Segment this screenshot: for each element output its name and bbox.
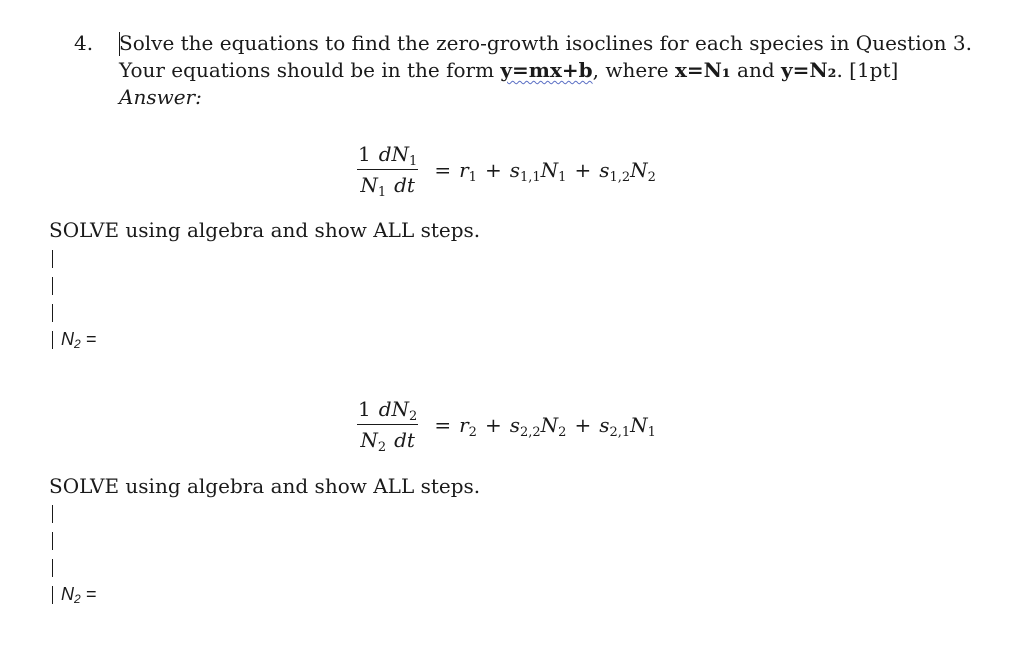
- equation-1-n-a-sub: 1: [558, 169, 567, 185]
- equation-2-denominator-n: [360, 428, 387, 455]
- result-1-equals: =: [80, 329, 97, 349]
- result-1-n: N: [61, 329, 74, 349]
- question-line-2: [119, 58, 898, 82]
- equation-1-r-term: [459, 157, 477, 185]
- cursor-bar: [52, 250, 53, 268]
- equation-1-s-a-term: [509, 157, 567, 185]
- equation-2-plus-1: +: [484, 412, 502, 437]
- equation-1-s-a-sub: 1,1: [519, 169, 541, 185]
- equation-2-n-b: N: [630, 412, 648, 437]
- cursor-bar: [52, 505, 53, 523]
- equation-1-denominator-dt: dt: [394, 173, 415, 197]
- equation-1-s-a: s: [509, 157, 520, 182]
- equation-2-s-b: s: [599, 412, 610, 437]
- result-1-sub: 2: [74, 337, 81, 351]
- equation-2-r-term: [459, 412, 477, 440]
- cursor-bar: [52, 586, 53, 604]
- solve-instruction-2: SOLVE using algebra and show ALL steps.: [49, 474, 481, 498]
- equation-2-plus-2: +: [574, 412, 592, 437]
- result-field-1[interactable]: [61, 329, 96, 350]
- equation-2-s-b-sub: 2,1: [609, 424, 631, 440]
- x-definition: x=N₁: [674, 58, 731, 82]
- equation-2-n-a: N: [540, 412, 559, 437]
- equation-1-plus-2: +: [574, 157, 592, 182]
- cursor-bar: [52, 331, 53, 349]
- result-2-n: N: [61, 584, 74, 604]
- equation-2-n-b-sub: 1: [647, 424, 656, 440]
- equation-1-dn: dN: [378, 142, 410, 166]
- form-prefix: Your equations should be in the form: [119, 58, 501, 82]
- form-expression: y=mx+b: [500, 58, 593, 82]
- cursor-bar: [52, 532, 53, 550]
- equation-1-n-b: N: [630, 157, 648, 182]
- equation-2-n-a-sub: 2: [558, 424, 567, 440]
- equation-2-s-a-term: [509, 412, 567, 440]
- question-line-1: Solve the equations to find the zero-growth isoclines for each species in Question 3.: [119, 31, 972, 55]
- equation-2-dn-sub: 2: [409, 409, 418, 424]
- equation-1-r: r: [459, 157, 469, 182]
- equation-2-numerator-dn: [378, 397, 418, 424]
- result-field-2[interactable]: [61, 584, 96, 605]
- equation-1-s-b-sub: 1,2: [609, 169, 631, 185]
- equation-2-equals: =: [434, 412, 452, 437]
- equation-2-den-n: N: [360, 428, 378, 452]
- question-number: 4.: [74, 31, 94, 55]
- solve-instruction-1: SOLVE using algebra and show ALL steps.: [49, 218, 481, 242]
- equation-1-s-b-term: [599, 157, 656, 185]
- equation-2-r: r: [459, 412, 469, 437]
- equation-2-dn: dN: [378, 397, 410, 421]
- equation-2-denominator: [357, 424, 418, 455]
- equation-1-n-a: N: [540, 157, 559, 182]
- equation-1-plus-1: +: [484, 157, 502, 182]
- cursor-bar: [52, 277, 53, 295]
- equation-2: [355, 397, 656, 455]
- equation-2-s-b-term: [599, 412, 656, 440]
- answer-label: Answer:: [119, 85, 202, 109]
- equation-2-fraction: [355, 397, 420, 455]
- form-mid-2: and: [730, 58, 782, 82]
- equation-1-r-sub: 1: [468, 169, 477, 185]
- y-definition: y=N₂: [781, 58, 837, 82]
- form-mid-1: , where: [592, 58, 675, 82]
- equation-2-s-a-sub: 2,2: [519, 424, 541, 440]
- equation-2-numerator-one: 1: [358, 397, 371, 421]
- equation-1-numerator-dn: [378, 142, 418, 169]
- result-2-equals: =: [80, 584, 97, 604]
- result-2-sub: 2: [74, 592, 81, 606]
- equation-2-numerator: [355, 397, 420, 424]
- equation-1-dn-sub: 1: [409, 154, 418, 169]
- equation-1-numerator: [355, 142, 420, 169]
- equation-1-den-n-sub: 1: [377, 185, 387, 200]
- equation-1-equals: =: [434, 157, 452, 182]
- equation-2-s-a: s: [509, 412, 520, 437]
- equation-1-s-b: s: [599, 157, 610, 182]
- equation-1-numerator-one: 1: [358, 142, 371, 166]
- equation-1: [355, 142, 656, 200]
- equation-1-n-b-sub: 2: [647, 169, 656, 185]
- cursor-bar: [52, 559, 53, 577]
- equation-2-denominator-dt: dt: [394, 428, 415, 452]
- points-label: . [1pt]: [836, 58, 899, 82]
- equation-2-den-n-sub: 2: [377, 440, 387, 455]
- equation-1-denominator: [357, 169, 418, 200]
- equation-2-r-sub: 2: [468, 424, 477, 440]
- equation-1-denominator-n: [360, 173, 387, 200]
- cursor-bar: [52, 304, 53, 322]
- equation-1-den-n: N: [360, 173, 378, 197]
- equation-1-fraction: [355, 142, 420, 200]
